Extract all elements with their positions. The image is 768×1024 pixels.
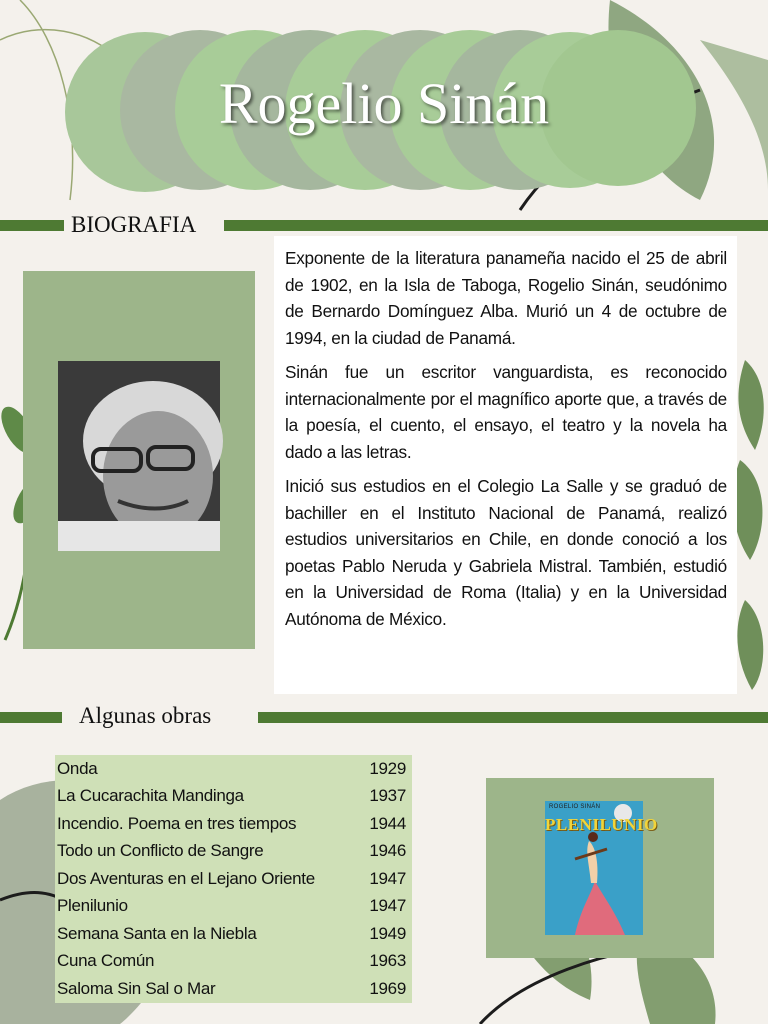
works-rule-left bbox=[0, 712, 62, 723]
work-title: Incendio. Poema en tres tiempos bbox=[57, 813, 297, 833]
work-title: Dos Aventuras en el Lejano Oriente bbox=[57, 868, 315, 888]
work-title: Todo un Conflicto de Sangre bbox=[57, 841, 264, 861]
biography-rule-left bbox=[0, 220, 64, 231]
right-leaf-3 bbox=[737, 600, 763, 690]
work-title: Semana Santa en la Niebla bbox=[57, 923, 257, 943]
work-title: La Cucarachita Mandinga bbox=[57, 786, 244, 806]
table-row bbox=[55, 893, 412, 921]
works-rule-right bbox=[258, 712, 768, 723]
work-title: Plenilunio bbox=[57, 896, 128, 916]
works-table bbox=[55, 755, 412, 1003]
table-row bbox=[55, 920, 412, 948]
right-leaf-1 bbox=[738, 360, 763, 450]
work-year: 1949 bbox=[369, 923, 406, 943]
book-cover bbox=[545, 801, 658, 935]
table-row bbox=[55, 838, 412, 866]
work-year: 1937 bbox=[369, 786, 406, 806]
table-row bbox=[55, 948, 412, 976]
right-leaf-2 bbox=[733, 460, 763, 560]
work-year: 1929 bbox=[369, 758, 406, 778]
work-year: 1947 bbox=[369, 868, 406, 888]
table-row bbox=[55, 975, 412, 1003]
biography-text-box bbox=[274, 236, 737, 694]
table-row bbox=[55, 755, 412, 783]
table-row bbox=[55, 865, 412, 893]
work-year: 1969 bbox=[369, 978, 406, 998]
work-year: 1944 bbox=[369, 813, 406, 833]
work-year: 1946 bbox=[369, 841, 406, 861]
author-portrait bbox=[58, 361, 220, 551]
biography-rule-right bbox=[224, 220, 768, 231]
bio-paragraph: Exponente de la literatura panameña nacido el 25 de abril de 1902, en la Isla de Taboga, Rogelio Sinán, seudónimo de Bernardo Domínguez Alba. Murió un 4 de octubre de 1994, en la ciudad de Panamá. bbox=[285, 248, 727, 348]
table-row bbox=[55, 810, 412, 838]
work-title: Saloma Sin Sal o Mar bbox=[57, 978, 216, 998]
table-row bbox=[55, 783, 412, 811]
work-year: 1947 bbox=[369, 896, 406, 916]
bio-paragraph: Sinán fue un escritor vanguardista, es reconocido internacionalmente por el magnífico aporte que, a través de la poesía, el cuento, el ensayo, el teatro y la novela ha dado a las letras. bbox=[285, 362, 727, 462]
biography-heading: BIOGRAFIA bbox=[71, 212, 197, 237]
bio-paragraph: Inició sus estudios en el Colegio La Salle y se graduó de bachiller en el Instituto Nacional de Panamá, realizó estudios universitarios en Chile, en donde conoció a los poetas Pablo Neruda y Gabriela Mistral. También, estudió en la Universidad de Roma (Italia) y en la Universidad Autónoma de México. bbox=[285, 476, 727, 629]
cover-author: ROGELIO SINÁN bbox=[549, 804, 601, 810]
work-year: 1963 bbox=[369, 951, 406, 971]
work-title: Cuna Común bbox=[57, 951, 155, 971]
work-title: Onda bbox=[57, 758, 98, 778]
works-heading: Algunas obras bbox=[79, 703, 212, 728]
page-title: Rogelio Sinán bbox=[218, 71, 550, 136]
cover-title: PLENILUNIO bbox=[545, 815, 658, 834]
